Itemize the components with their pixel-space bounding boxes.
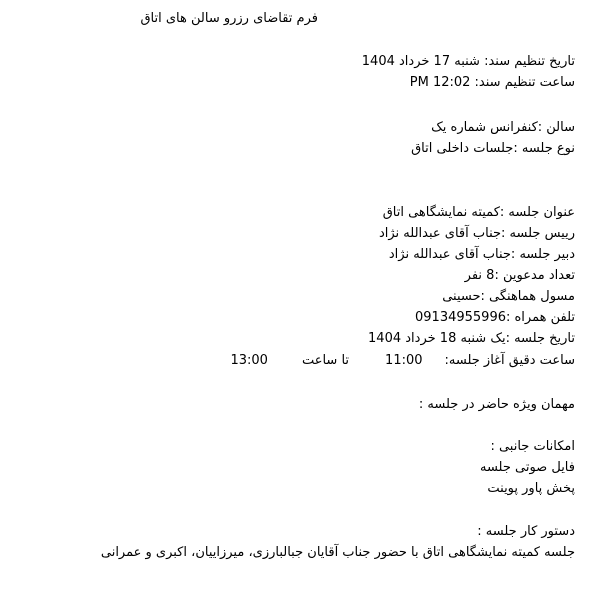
agenda-label: دستور کار جلسه :	[477, 524, 575, 539]
meeting-secretary: دبیر جلسه :جناب آقای عبدالله نژاد	[388, 247, 575, 262]
hall-name: سالن :کنفرانس شماره یک	[431, 120, 575, 135]
coordinator: مسول هماهنگی :حسینی	[442, 289, 575, 304]
document-date: تاریخ تنظیم سند: شنبه 17 خرداد 1404	[361, 54, 575, 69]
facility-item: پخش پاور پوینت	[487, 481, 575, 496]
meeting-chairman: رییس جلسه :جناب آقای عبدالله نژاد	[378, 226, 575, 241]
meeting-date: تاریخ جلسه :یک شنبه 18 خرداد 1404	[368, 331, 575, 346]
meeting-type: نوع جلسه :جلسات داخلی اتاق	[411, 141, 575, 156]
start-time: 11:00	[385, 353, 423, 368]
agenda-text: جلسه کمیته نمایشگاهی اتاق با حضور جناب آقایان جبالبارزی، میرزاییان، اکبری و عمرانی	[100, 545, 575, 560]
end-time: 13:00	[230, 353, 268, 368]
mobile-phone: تلفن همراه :09134955996	[415, 310, 575, 325]
start-time-label: ساعت دقیق آغاز جلسه:	[444, 353, 575, 368]
meeting-time-range	[230, 352, 575, 370]
form-title: فرم تقاضای رزرو سالن های اتاق	[140, 11, 318, 26]
facility-item: فایل صوتی جلسه	[479, 460, 575, 475]
meeting-title: عنوان جلسه :کمیته نمایشگاهی اتاق	[382, 205, 575, 220]
facilities-label: امکانات جانبی :	[490, 439, 575, 454]
document-time: ساعت تنظیم سند: 12:02 PM	[409, 75, 575, 90]
to-time-label: تا ساعت	[301, 353, 350, 368]
invitee-count: تعداد مدعوین :8 نفر	[464, 268, 575, 283]
special-guests-label: مهمان ویژه حاضر در جلسه :	[418, 397, 575, 412]
